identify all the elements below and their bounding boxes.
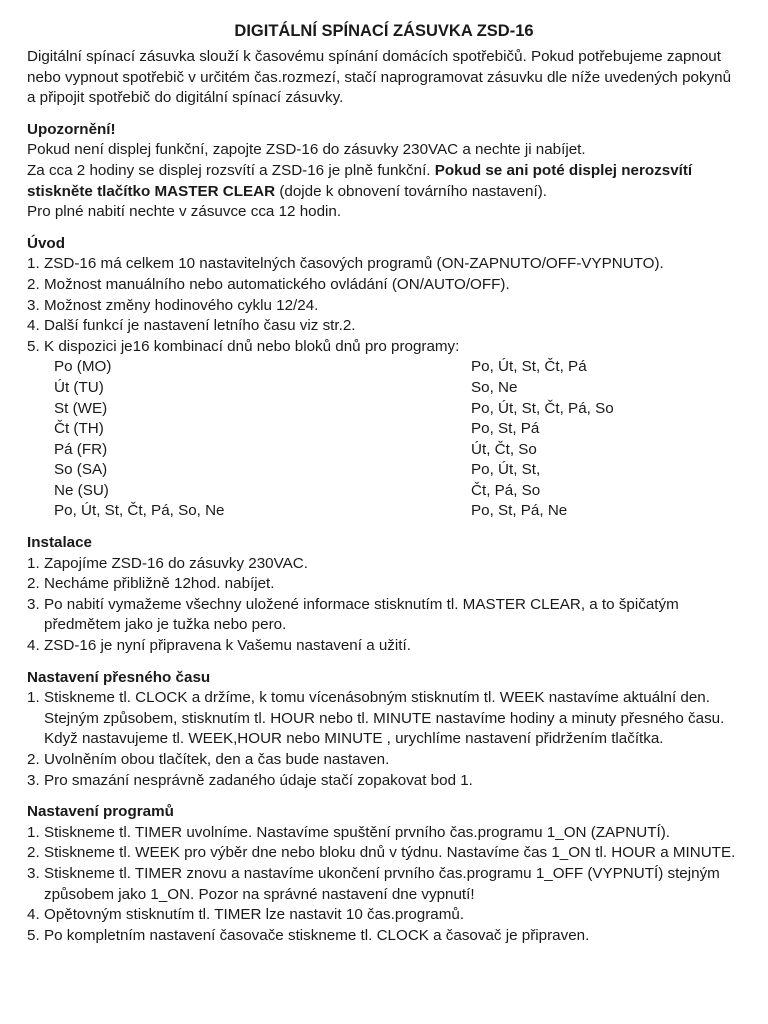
list-item-number: 3. (27, 296, 40, 314)
day-left: Po, Út, St, Čt, Pá, So, Ne (54, 502, 225, 520)
uvod-heading: Úvod (27, 234, 65, 252)
list-item-text: Další funkcí je nastavení letního času viz str.2. (44, 317, 356, 335)
day-right: Út, Čt, So (471, 440, 537, 458)
uvod-section (27, 234, 741, 522)
warning-heading: Upozornění! (27, 120, 116, 138)
list-item (27, 926, 741, 947)
day-left: Pá (FR) (54, 440, 108, 458)
list-item-text: Po nabití vymažeme všechny uložené informace stisknutím tl. MASTER CLEAR, a to špičatým předmětem jako je tužka nebo pero. (44, 595, 679, 634)
list-item-text: Stiskneme tl. CLOCK a držíme, k tomu vícenásobným stisknutím tl. WEEK nastavíme aktuální den. Stejným způsobem, stisknutím tl. HOUR nebo tl. MINUTE nastavíme hodiny a minuty přesného času. Když nastavujeme tl. WEEK,HOUR nebo MINUTE , urychlíme nastavení přidržením tlačítka. (44, 689, 725, 748)
list-item (27, 316, 741, 337)
list-item-text: ZSD-16 má celkem 10 nastavitelných časových programů (ON-ZAPNUTO/OFF-VYPNUTO). (44, 255, 664, 273)
cas-heading: Nastavení přesného času (27, 668, 211, 686)
day-right: Po, St, Pá, Ne (471, 502, 568, 520)
list-item-text: Zapojíme ZSD-16 do zásuvky 230VAC. (44, 554, 308, 572)
list-item-number: 4. (27, 906, 40, 924)
warning-line-2-end: (dojde k obnovení továrního nastavení). (275, 182, 547, 200)
day-right: Čt, Pá, So (471, 481, 541, 499)
list-item (27, 595, 741, 636)
list-item-number: 2. (27, 751, 40, 768)
instalace-heading: Instalace (27, 534, 93, 552)
warning-line-1: Pokud není displej funkční, zapojte ZSD-16 do zásuvky 230VAC a nechte ji nabíjet. (27, 141, 586, 159)
list-item-number: 3. (27, 771, 40, 789)
list-item (27, 636, 741, 657)
list-item (27, 823, 741, 844)
warning-line-2-start: Za cca 2 hodiny se displej rozsvítí a ZSD-16 je plně funkční. (27, 161, 435, 179)
list-item-number: 4. (27, 317, 40, 335)
day-left: Út (TU) (54, 378, 104, 396)
list-item-number: 1. (27, 689, 40, 707)
list-item-number: 2. (27, 575, 40, 593)
day-left: St (WE) (54, 399, 108, 417)
list-item (27, 254, 741, 275)
list-item-number: 1. (27, 255, 40, 273)
list-item-number: 1. (27, 554, 40, 572)
day-right: Po, St, Pá (471, 420, 540, 438)
list-item-text: Uvolněním obou tlačítek, den a čas bude nastaven. (44, 751, 390, 768)
list-item-text: Možnost změny hodinového cyklu 12/24. (44, 296, 319, 314)
day-combinations-table (27, 357, 741, 522)
warning-section (27, 120, 741, 223)
instalace-section (27, 533, 741, 657)
warning-line-3: Pro plné nabití nechte v zásuvce cca 12 hodin. (27, 203, 342, 221)
day-left: Čt (TH) (54, 420, 104, 438)
list-item (27, 905, 741, 926)
document-title: DIGITÁLNÍ SPÍNACÍ ZÁSUVKA ZSD-16 (234, 22, 534, 40)
list-item-number: 2. (27, 844, 40, 862)
list-item (27, 574, 741, 595)
list-item-number: 5. (27, 337, 40, 355)
list-item (27, 750, 741, 771)
list-item (27, 864, 741, 905)
list-item (27, 843, 741, 864)
list-item (27, 771, 741, 792)
cas-list (27, 688, 741, 791)
warning-line-2-bold: Pokud se ani poté displej nerozsvítí stiskněte tlačítko MASTER CLEAR (27, 161, 693, 200)
list-item (27, 688, 741, 750)
programy-heading: Nastavení programů (27, 803, 174, 821)
list-item-text: K dispozici je16 kombinací dnů nebo bloků dnů pro programy: (44, 337, 460, 355)
list-item (27, 275, 741, 296)
list-item-text: Pro smazání nesprávně zadaného údaje stačí zopakovat bod 1. (44, 771, 473, 789)
list-item-text: ZSD-16 je nyní připravena k Vašemu nastavení a užití. (44, 637, 411, 655)
programy-section (27, 802, 741, 946)
list-item-text: Stiskneme tl. TIMER uvolníme. Nastavíme spuštění prvního čas.programu 1_ON (ZAPNUTÍ). (44, 823, 670, 841)
list-item-number: 2. (27, 275, 40, 293)
programy-list (27, 823, 741, 947)
list-item-number: 1. (27, 823, 40, 841)
list-item-number: 4. (27, 637, 40, 655)
list-item-number: 3. (27, 864, 40, 882)
list-item (27, 337, 741, 358)
list-item-text: Stiskneme tl. TIMER znovu a nastavíme ukončení prvního čas.programu 1_OFF (VYPNUTÍ) stejným způsobem jako 1_ON. Pozor na správné nastavení dne vypnutí! (44, 864, 720, 903)
list-item (27, 554, 741, 575)
list-item-text: Stiskneme tl. WEEK pro výběr dne nebo bloku dnů v týdnu. Nastavíme čas 1_ON tl. HOUR a MINUTE. (44, 844, 736, 862)
day-right: Po, Út, St, (471, 461, 541, 479)
day-left: So (SA) (54, 461, 108, 479)
day-right: Po, Út, St, Čt, Pá (471, 358, 587, 376)
list-item-text: Necháme přibližně 12hod. nabíjet. (44, 575, 275, 593)
day-left: Po (MO) (54, 358, 112, 376)
day-right: So, Ne (471, 378, 518, 396)
list-item-text: Opětovným stisknutím tl. TIMER lze nastavit 10 čas.programů. (44, 906, 465, 924)
list-item-number: 3. (27, 595, 40, 613)
warning-line-2 (27, 161, 741, 202)
uvod-list (27, 254, 741, 357)
day-right: Po, Út, St, Čt, Pá, So (471, 399, 614, 417)
list-item (27, 296, 741, 317)
list-item-number: 5. (27, 926, 40, 944)
day-left: Ne (SU) (54, 481, 109, 499)
cas-section (27, 668, 741, 792)
list-item-text: Možnost manuálního nebo automatického ovládání (ON/AUTO/OFF). (44, 275, 510, 293)
list-item-text: Po kompletním nastavení časovače stiskneme tl. CLOCK a časovač je připraven. (44, 926, 590, 944)
intro-paragraph: Digitální spínací zásuvka slouží k časovému spínání domácích spotřebičů. Pokud potřebujeme zapnout nebo vypnout spotřebič v určitém čas.rozmezí, stačí naprogramovat zásuvku dle níže uvedených pokynů a připojit spotřebič do digitální spínací zásuvky. (27, 48, 732, 107)
instalace-list (27, 554, 741, 657)
